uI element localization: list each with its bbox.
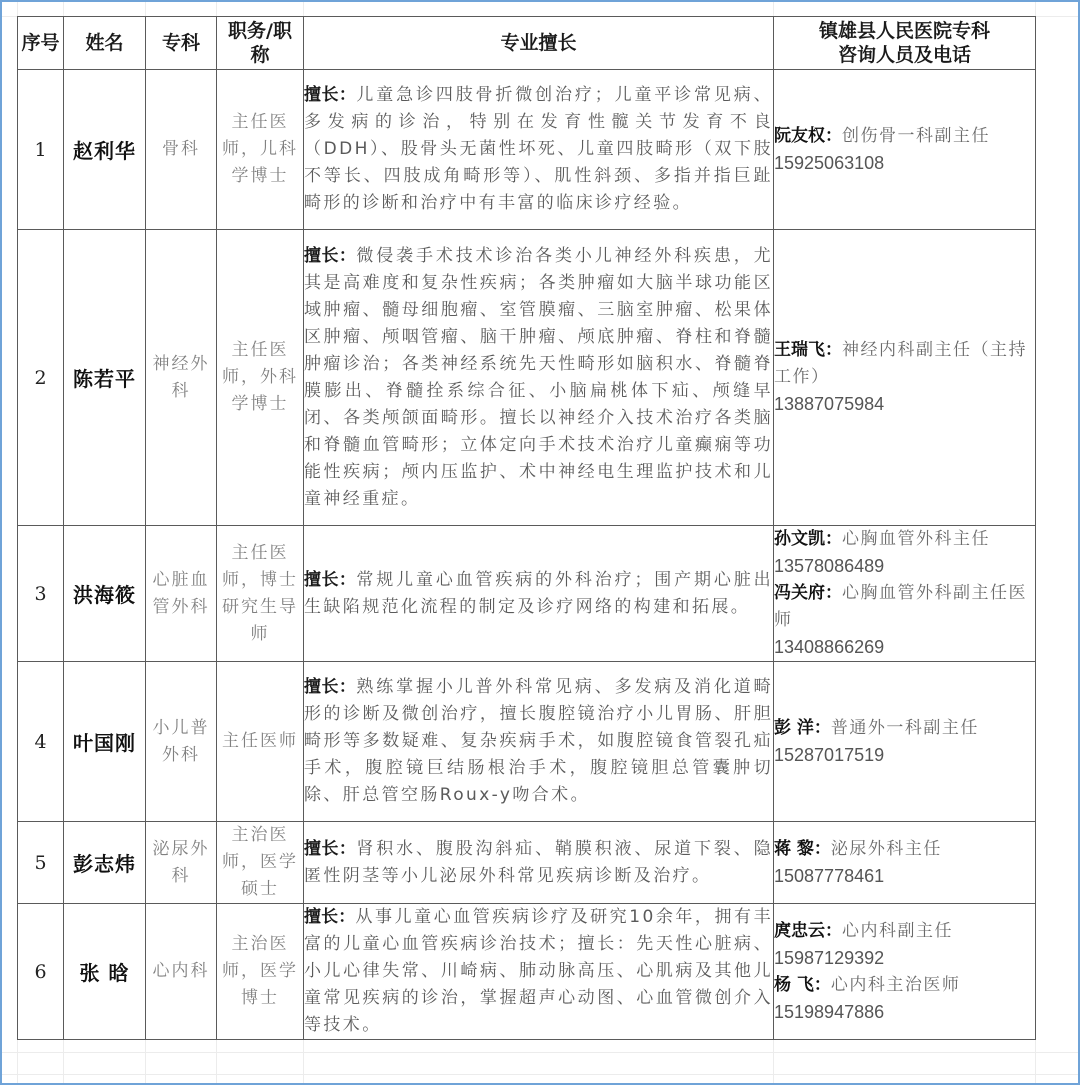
header-specialty: 专业擅长 <box>304 17 774 70</box>
specialty-label: 擅长： <box>304 838 357 859</box>
header-contact-line1: 镇雄县人民医院专科 <box>818 20 990 42</box>
contact-role: 心内科主治医师 <box>830 974 961 995</box>
contact-entry <box>774 715 1035 742</box>
table-row <box>18 70 1036 230</box>
contact-cell <box>774 822 1036 904</box>
department: 神经外科 <box>146 230 217 526</box>
row-index: 1 <box>18 70 64 230</box>
header-title-line1: 职务/职 <box>228 20 292 42</box>
contact-role: 心胸血管外科主任 <box>842 529 990 549</box>
department: 心内科 <box>146 904 217 1040</box>
contact-role: 普通外一科副主任 <box>830 717 979 738</box>
specialty-label: 擅长： <box>304 907 356 927</box>
department: 骨科 <box>146 70 217 230</box>
contact-entry <box>774 918 1035 945</box>
contact-phone: 13408866269 <box>774 637 885 657</box>
specialty <box>304 70 774 230</box>
contact-name: 杨 飞： <box>774 974 831 995</box>
specialty-label: 擅长： <box>304 677 357 697</box>
row-index: 2 <box>18 230 64 526</box>
contact-role: 心胸血管外科副主任医师 <box>774 583 1027 630</box>
contact-role: 泌尿外科主任 <box>830 838 942 859</box>
grid-line <box>2 1052 1078 1053</box>
contact-name: 王瑞飞： <box>774 340 842 360</box>
contact-entry <box>774 972 1035 999</box>
job-title: 主任医师 <box>217 662 304 822</box>
contact-name: 孙文凯： <box>774 529 842 549</box>
contact-name: 阮友权： <box>774 125 842 146</box>
specialty-text: 儿童急诊四肢骨折微创治疗；儿童平诊常见病、多发病的诊治，特别在发育性髋关节发育不良（DDH）、股骨头无菌性坏死、儿童四肢畸形（双下肢不等长、四肢成角畸形等）、肌性斜颈、多指并指巨趾畸形的诊断和治疗中有丰富的临床诊疗经验。 <box>304 85 774 213</box>
job-title: 主任医师，外科学博士 <box>217 230 304 526</box>
specialty-text: 肾积水、腹股沟斜疝、鞘膜积液、尿道下裂、隐匿性阴茎等小儿泌尿外科常见疾病诊断及治疗。 <box>304 838 774 886</box>
job-title: 主任医师，博士研究生导师 <box>217 526 304 662</box>
header-row <box>18 17 1036 70</box>
department: 泌尿外科 <box>146 822 217 904</box>
header-title <box>217 17 304 70</box>
specialty <box>304 230 774 526</box>
grid-line <box>2 1074 1078 1075</box>
contact-phone: 15087778461 <box>774 865 885 886</box>
contact-role: 神经内科副主任（主持工作） <box>774 340 1027 387</box>
contact-entry <box>774 123 1035 150</box>
header-name: 姓名 <box>64 17 146 70</box>
header-contact <box>774 17 1036 70</box>
specialty-text: 常规儿童心血管疾病的外科治疗；围产期心脏出生缺陷规范化流程的制定及诊疗网络的构建和拓展。 <box>304 569 774 617</box>
contact-entry <box>774 836 1035 863</box>
table-row <box>18 904 1036 1040</box>
specialty <box>304 662 774 822</box>
contact-role: 心内科副主任 <box>842 920 953 941</box>
specialty-text: 从事儿童心血管疾病诊疗及研究10余年，拥有丰富的儿童心血管疾病诊治技术；擅长：先天性心脏病、小儿心律失常、川崎病、肺动脉高压、心肌病及其他儿童常见疾病的诊治，掌握超声心动图、心血管微创介入等技术。 <box>304 907 773 1035</box>
job-title: 主治医师，医学博士 <box>217 904 304 1040</box>
doctor-name: 叶国刚 <box>64 662 146 822</box>
department: 小儿普外科 <box>146 662 217 822</box>
contact-phone: 15987129392 <box>774 947 885 968</box>
contact-name: 冯关府： <box>774 583 842 603</box>
contact-phone: 13578086489 <box>774 556 885 576</box>
doctor-name: 陈若平 <box>64 230 146 526</box>
row-index: 6 <box>18 904 64 1040</box>
table-row <box>18 662 1036 822</box>
contact-cell <box>774 526 1036 662</box>
contact-phone: 13887075984 <box>774 394 885 414</box>
table-row <box>18 230 1036 526</box>
contact-phone: 15925063108 <box>774 152 885 173</box>
row-index: 5 <box>18 822 64 904</box>
doctor-name: 张 晗 <box>64 904 146 1040</box>
row-index: 4 <box>18 662 64 822</box>
header-title-line2: 称 <box>250 44 270 66</box>
specialty-text: 微侵袭手术技术诊治各类小儿神经外科疾患，尤其是高难度和复杂性疾病；各类肿瘤如大脑半球功能区域肿瘤、髓母细胞瘤、室管膜瘤、三脑室肿瘤、松果体区肿瘤、颅咽管瘤、脑干肿瘤、颅底肿瘤、脊柱和脊髓肿瘤诊治；各类神经系统先天性畸形如脑积水、脊髓脊膜膨出、脊髓拴系综合征、小脑扁桃体下疝、颅缝早闭、各类颅颌面畸形。擅长以神经介入技术治疗各类脑和脊髓血管畸形；立体定向手术技术治疗儿童癫痫等功能性疾病；颅内压监护、术中神经电生理监护技术和儿童神经重症。 <box>304 245 774 509</box>
job-title: 主治医师，医学硕士 <box>217 822 304 904</box>
contact-cell <box>774 70 1036 230</box>
contact-name: 庹忠云： <box>774 920 842 941</box>
contact-cell <box>774 230 1036 526</box>
header-department: 专科 <box>146 17 217 70</box>
contact-name: 蒋 黎： <box>774 838 831 859</box>
contact-cell <box>774 904 1036 1040</box>
header-index: 序号 <box>18 17 64 70</box>
contact-phone: 15198947886 <box>774 1001 885 1022</box>
table-row <box>18 822 1036 904</box>
doctor-name: 洪海筱 <box>64 526 146 662</box>
department: 心脏血管外科 <box>146 526 217 662</box>
contact-phone: 15287017519 <box>774 744 885 765</box>
specialty-label: 擅长： <box>304 245 357 266</box>
doctor-name: 赵利华 <box>64 70 146 230</box>
job-title: 主任医师，儿科学博士 <box>217 70 304 230</box>
specialty-label: 擅长： <box>304 85 357 105</box>
doctor-table <box>17 16 1036 1040</box>
header-contact-line2: 咨询人员及电话 <box>837 44 971 66</box>
doctor-name: 彭志炜 <box>64 822 146 904</box>
contact-role: 创伤骨一科副主任 <box>842 125 990 146</box>
contact-entry <box>774 580 1035 634</box>
specialty <box>304 822 774 904</box>
contact-cell <box>774 662 1036 822</box>
specialty-text: 熟练掌握小儿普外科常见病、多发病及消化道畸形的诊断及微创治疗，擅长腹腔镜治疗小儿胃肠、肝胆畸形等多数疑难、复杂疾病手术，如腹腔镜食管裂孔疝手术，腹腔镜巨结肠根治手术，腹腔镜胆总管囊肿切除、肝总管空肠Roux-y吻合术。 <box>304 677 774 805</box>
contact-entry <box>774 337 1035 391</box>
contact-entry <box>774 526 1035 553</box>
specialty <box>304 904 774 1040</box>
contact-name: 彭 洋： <box>774 717 831 738</box>
table-row <box>18 526 1036 662</box>
row-index: 3 <box>18 526 64 662</box>
specialty-label: 擅长： <box>304 569 357 590</box>
specialty <box>304 526 774 662</box>
